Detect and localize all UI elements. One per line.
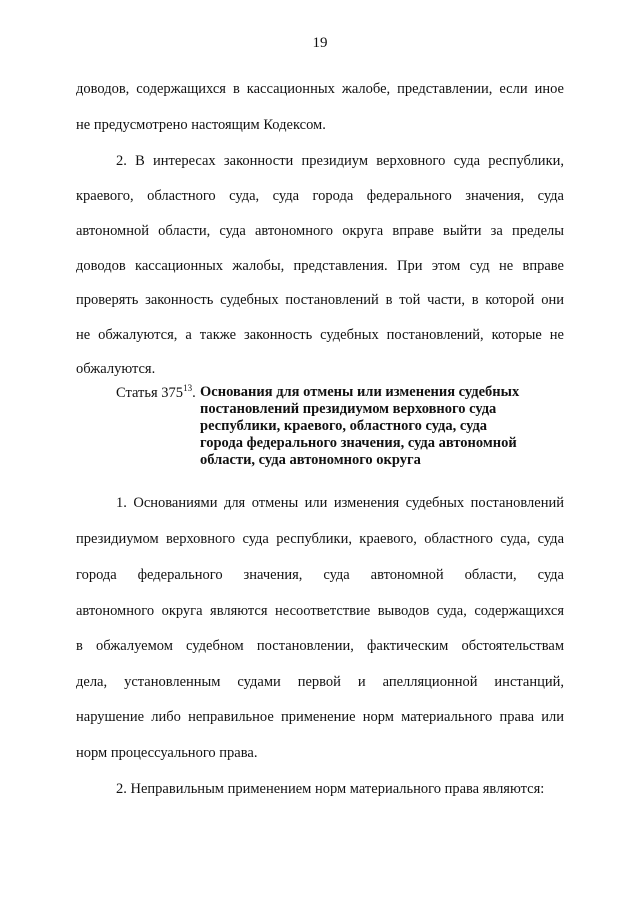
paragraph-line: доводов, содержащихся в кассационных жалобе, представлении, если иное [76, 81, 564, 97]
article-prefix: Статья 375 [116, 385, 184, 401]
article-superscript: 13 [183, 383, 193, 394]
paragraph-line: не предусмотрено настоящим Кодексом. [76, 117, 326, 133]
paragraph-line: города федерального значения, суда автономной области, суда [76, 567, 564, 583]
paragraph-line: автономной области, суда автономного округа вправе выйти за пределы [76, 223, 564, 239]
paragraph-line: нарушение либо неправильное применение норм материального права или [76, 709, 564, 725]
article-title-line: республики, краевого, областного суда, суда [200, 418, 488, 434]
paragraph-line: 1. Основаниями для отмены или изменения судебных постановлений [116, 495, 564, 511]
paragraph-line: краевого, областного суда, суда города федерального значения, суда [76, 188, 564, 204]
paragraph-line: 2. В интересах законности президиум верховного суда республики, [116, 153, 564, 169]
paragraph-line: президиумом верховного суда республики, краевого, областного суда, суда [76, 531, 564, 547]
paragraph-line: автономного округа являются несоответствие выводов суда, содержащихся [76, 603, 564, 619]
article-title-line: города федерального значения, суда автономной [200, 435, 517, 451]
article-number [116, 384, 196, 402]
paragraph-line: проверять законность судебных постановлений в той части, в которой они [76, 292, 564, 308]
paragraph-line: обжалуются. [76, 361, 156, 377]
article-title [200, 384, 560, 469]
paragraph-line: 2. Неправильным применением норм материального права являются: [116, 781, 545, 797]
paragraph-line: доводов кассационных жалобы, представления. При этом суд не вправе [76, 258, 564, 274]
page-number: 19 [312, 35, 328, 51]
paragraph-line: в обжалуемом судебном постановлении, фактическим обстоятельствам [76, 638, 564, 654]
paragraph-line: норм процессуального права. [76, 745, 258, 761]
article-suffix: . [192, 385, 196, 401]
article-title-line: Основания для отмены или изменения судебных [200, 384, 520, 400]
article-title-line: постановлений президиумом верховного суда [200, 401, 497, 417]
article-title-line: области, суда автономного округа [200, 452, 421, 468]
paragraph-line: дела, установленным судами первой и апелляционной инстанций, [76, 674, 564, 690]
paragraph-line: не обжалуются, а также законность судебных постановлений, которые не [76, 327, 564, 343]
